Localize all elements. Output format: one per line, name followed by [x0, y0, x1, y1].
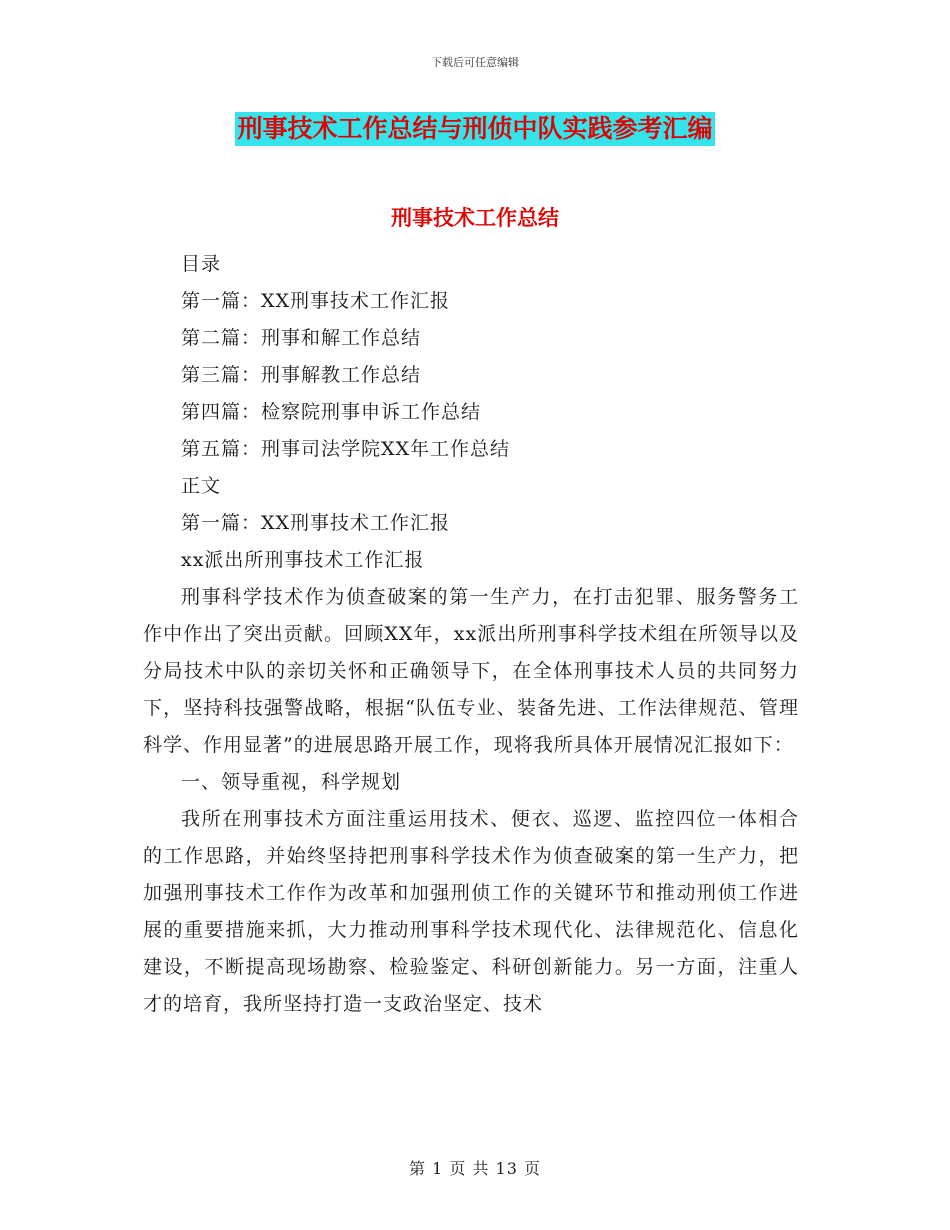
document-body — [143, 246, 799, 1023]
body-heading: 正文 — [181, 475, 222, 497]
page-footer: 第 1 页 共 13 页 — [409, 1159, 541, 1178]
chapter-heading: 第一篇：XX刑事技术工作汇报 — [181, 512, 451, 534]
subsection-heading: 一、领导重视，科学规划 — [181, 771, 402, 793]
report-title: xx派出所刑事技术工作汇报 — [181, 549, 425, 571]
toc-item: 第三篇：刑事解教工作总结 — [181, 364, 422, 386]
body-paragraph: 刑事科学技术作为侦查破案的第一生产力，在打击犯罪、服务警务工作中作出了突出贡献。回顾XX年，xx派出所刑事科学技术组在所领导以及分局技术中队的亲切关怀和正确领导下，在全体刑事技术人员的共同努力下，坚持科技强警战略，根据“队伍专业、装备先进、工作法律规范、管理科学、作用显著”的进展思路开展工作，现将我所具体开展情况汇报如下： — [143, 586, 799, 756]
toc-item: 第二篇：刑事和解工作总结 — [181, 327, 422, 349]
body-paragraph: 我所在刑事技术方面注重运用技术、便衣、巡逻、监控四位一体相合的工作思路，并始终坚持把刑事科学技术作为侦查破案的第一生产力，把加强刑事技术工作作为改革和加强刑侦工作的关键环节和推动刑侦工作进展的重要措施来抓，大力推动刑事科学技术现代化、法律规范化、信息化建设，不断提高现场勘察、检验鉴定、科研创新能力。另一方面，注重人才的培育，我所坚持打造一支政治坚定、技术 — [143, 808, 799, 1015]
document-title: 刑事技术工作总结与刑侦中队实践参考汇编 — [235, 112, 714, 146]
toc-item: 第四篇：检察院刑事申诉工作总结 — [181, 401, 482, 423]
section-title: 刑事技术工作总结 — [391, 206, 559, 230]
toc-item: 第一篇：XX刑事技术工作汇报 — [181, 290, 451, 312]
toc-item: 第五篇：刑事司法学院XX年工作总结 — [181, 438, 511, 460]
document-title-container — [0, 112, 950, 146]
header-note: 下载后可任意编辑 — [431, 56, 519, 69]
toc-heading: 目录 — [181, 253, 222, 275]
